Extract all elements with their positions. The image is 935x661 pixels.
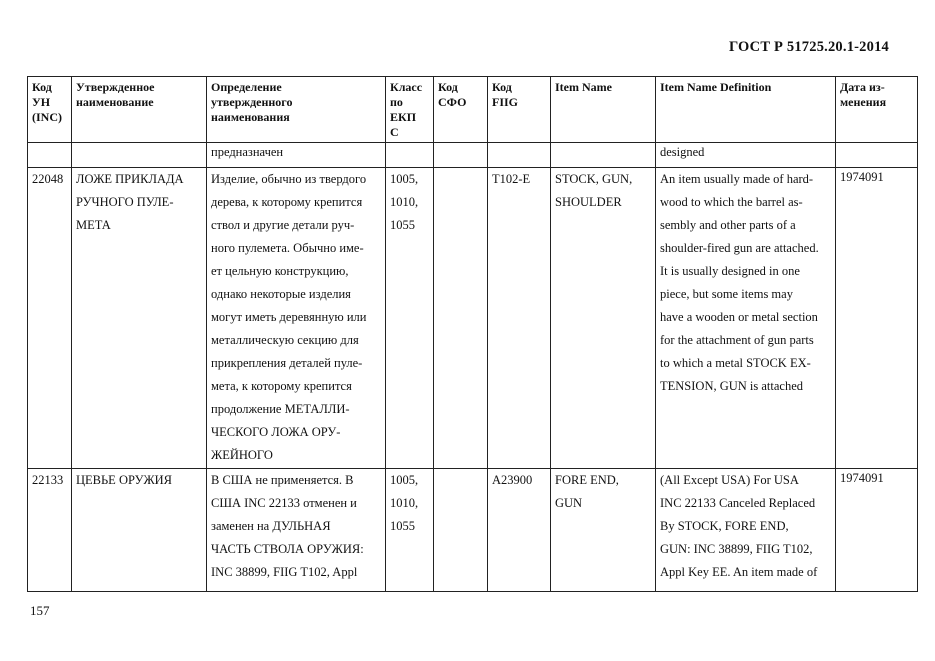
header-row	[28, 77, 918, 143]
cell-inc: 22133	[28, 469, 72, 592]
cell-sfo	[434, 168, 488, 469]
cell-name-ru: ЦЕВЬЕ ОРУЖИЯ	[72, 469, 207, 592]
cell-definition-en: designed	[656, 143, 836, 168]
cell-definition-ru: предназначен	[207, 143, 386, 168]
cell-definition-en: (All Except USA) For USA INC 22133 Canceled Replaced By STOCK, FORE END, GUN: INC 38899, FIIG T102, Appl Key EE. An item made of	[656, 469, 836, 592]
cell-fiig: A23900	[488, 469, 551, 592]
cell-name-ru: ЛОЖЕ ПРИКЛАДА РУЧНОГО ПУЛЕ- МЕТА	[72, 168, 207, 469]
cell-class: 1005, 1010, 1055	[386, 168, 434, 469]
table-row	[28, 469, 918, 592]
cell-sfo	[434, 469, 488, 592]
col-header-definition-ru: Определение утвержденного наименования	[207, 77, 386, 143]
cell-definition-ru: В США не применяется. В США INC 22133 отменен и заменен на ДУЛЬНАЯ ЧАСТЬ СТВОЛА ОРУЖИЯ: INC 38899, FIIG T102, Appl	[207, 469, 386, 592]
col-header-item-name: Item Name	[551, 77, 656, 143]
nomenclature-table	[27, 76, 918, 592]
cell-item-name: STOCK, GUN, SHOULDER	[551, 168, 656, 469]
cell-date: 1974091	[836, 469, 918, 592]
document-code: ГОСТ Р 51725.20.1-2014	[728, 39, 889, 55]
col-header-class: Класс по ЕКП С	[386, 77, 434, 143]
table-row	[28, 168, 918, 469]
cell-item-name: FORE END, GUN	[551, 469, 656, 592]
cell-definition-ru: Изделие, обычно из твердого дерева, к которому крепится ствол и другие детали руч- ного пулемета. Обычно име- ет цельную конструкцию, однако некоторые изделия могут иметь деревянную или металлическую секцию для прикрепления деталей пуле- мета, к которому крепится продолжение МЕТАЛЛИ- ЧЕСКОГО ЛОЖА ОРУ- ЖЕЙНОГО	[207, 168, 386, 469]
col-header-name-ru: Утвержденное наименование	[72, 77, 207, 143]
cell-definition-en: An item usually made of hard- wood to which the barrel as- sembly and other parts of a shoulder-fired gun are attached. It is usually designed in one piece, but some items may have a wooden or metal section for the attachment of gun parts to which a metal STOCK EX- TENSION, GUN is attached	[656, 168, 836, 469]
col-header-inc: Код УН (INC)	[28, 77, 72, 143]
col-header-fiig: Код FIIG	[488, 77, 551, 143]
continuation-row	[28, 143, 918, 168]
col-header-item-definition: Item Name Definition	[656, 77, 836, 143]
cell-inc: 22048	[28, 168, 72, 469]
col-header-date: Дата из- менения	[836, 77, 918, 143]
page-number: 157	[30, 603, 50, 618]
col-header-sfo: Код СФО	[434, 77, 488, 143]
cell-date: 1974091	[836, 168, 918, 469]
cell-class: 1005, 1010, 1055	[386, 469, 434, 592]
cell-fiig: T102-E	[488, 168, 551, 469]
